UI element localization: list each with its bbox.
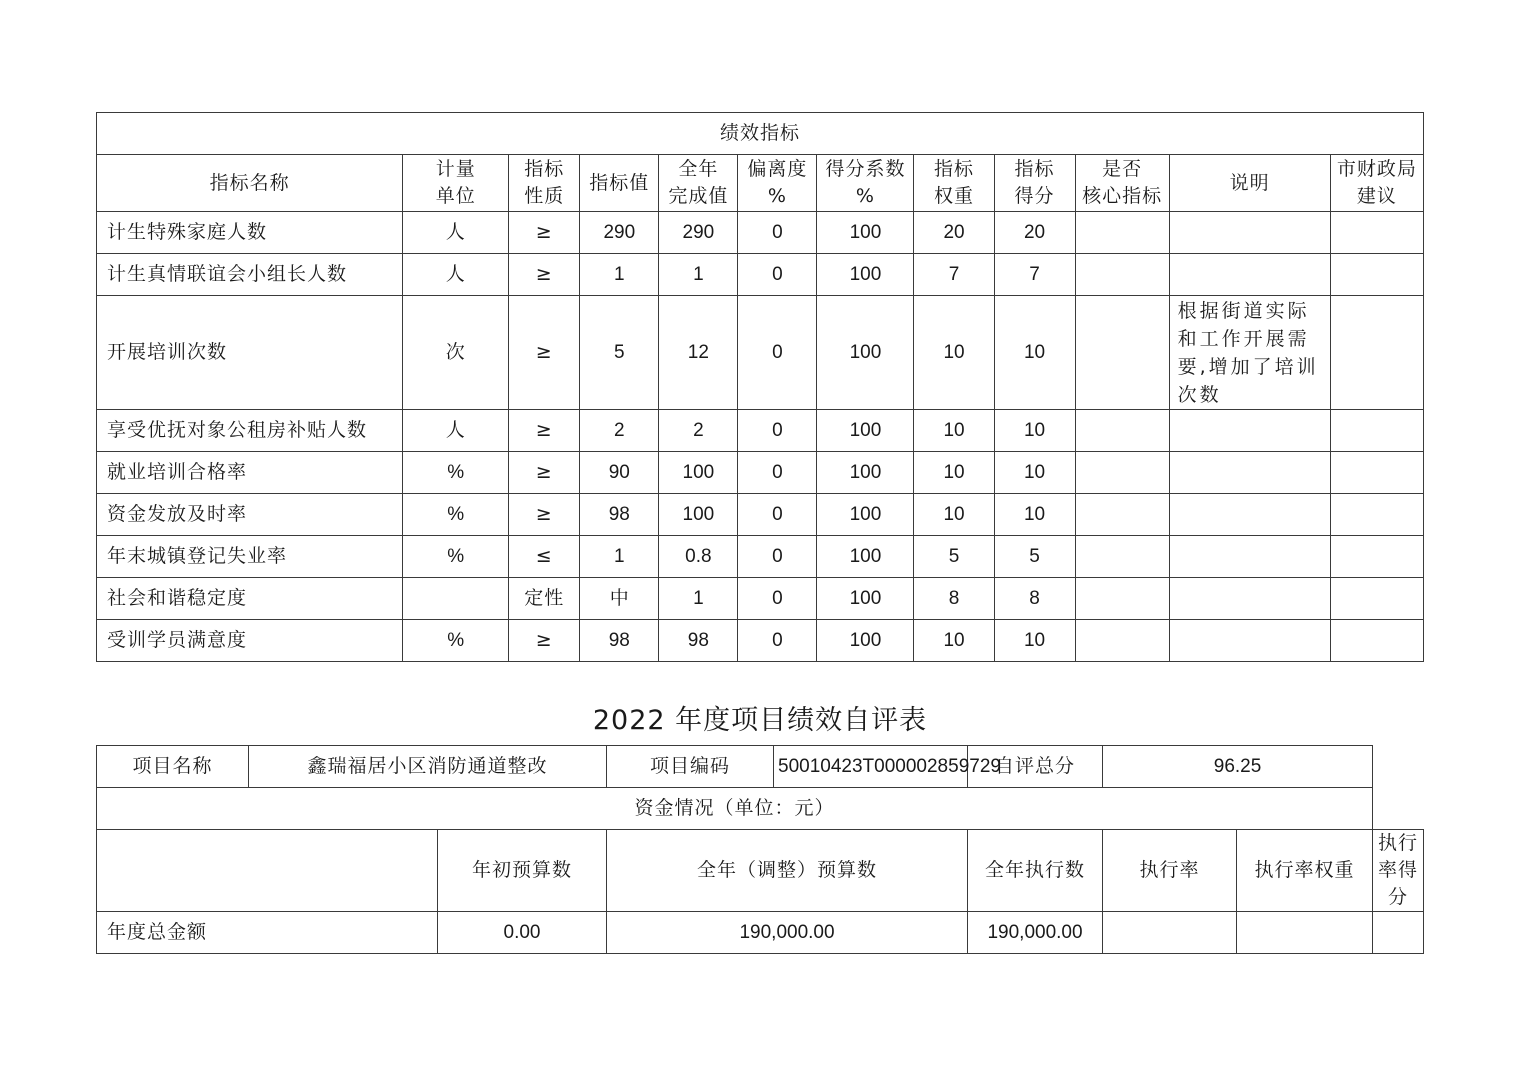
cell-advice	[1330, 536, 1423, 578]
cell-score: 7	[994, 254, 1075, 296]
fund-executed: 190,000.00	[968, 912, 1103, 954]
table-row	[97, 254, 1424, 296]
fund-section-title: 资金情况（单位：元）	[97, 788, 1373, 830]
perf-header-is-core: 是否 核心指标	[1075, 155, 1169, 212]
cell-target: 2	[580, 410, 659, 452]
cell-weight: 10	[914, 452, 994, 494]
cell-weight: 5	[914, 536, 994, 578]
cell-core	[1075, 578, 1169, 620]
fund-initial-budget: 0.00	[438, 912, 607, 954]
cell-advice	[1330, 494, 1423, 536]
cell-target: 290	[580, 212, 659, 254]
cell-actual: 0.8	[659, 536, 738, 578]
fund-exec-rate	[1103, 912, 1237, 954]
perf-header-target-value: 指标值	[580, 155, 659, 212]
cell-coef: 100	[817, 452, 914, 494]
cell-advice	[1330, 452, 1423, 494]
cell-weight: 10	[914, 296, 994, 410]
project-name-value: 鑫瑞福居小区消防通道整改	[249, 746, 607, 788]
cell-target: 中	[580, 578, 659, 620]
cell-name: 就业培训合格率	[97, 452, 403, 494]
cell-unit: 人	[403, 212, 509, 254]
cell-nature: ≥	[509, 212, 580, 254]
cell-name: 社会和谐稳定度	[97, 578, 403, 620]
cell-note: 根据街道实际和工作开展需要,增加了培训次数	[1169, 296, 1330, 410]
perf-section-title: 绩效指标	[97, 113, 1424, 155]
perf-header-annual-actual: 全年 完成值	[659, 155, 738, 212]
cell-coef: 100	[817, 296, 914, 410]
perf-header-deviation: 偏离度 %	[738, 155, 817, 212]
fund-exec-score	[1373, 912, 1424, 954]
cell-core	[1075, 452, 1169, 494]
cell-score: 10	[994, 620, 1075, 662]
project-code-value: 50010423T000002859729	[774, 746, 968, 788]
cell-deviation: 0	[738, 212, 817, 254]
cell-deviation: 0	[738, 620, 817, 662]
cell-deviation: 0	[738, 410, 817, 452]
cell-target: 98	[580, 494, 659, 536]
project-self-evaluation-table	[96, 745, 1424, 954]
cell-target: 98	[580, 620, 659, 662]
cell-unit	[403, 578, 509, 620]
perf-header-note: 说明	[1169, 155, 1330, 212]
cell-coef: 100	[817, 494, 914, 536]
table-row	[97, 494, 1424, 536]
cell-actual: 290	[659, 212, 738, 254]
table-row	[97, 536, 1424, 578]
cell-name: 年末城镇登记失业率	[97, 536, 403, 578]
total-score-value: 96.25	[1103, 746, 1373, 788]
perf-header-score-coefficient: 得分系数 %	[817, 155, 914, 212]
cell-deviation: 0	[738, 536, 817, 578]
fund-header-blank	[97, 830, 438, 912]
cell-actual: 100	[659, 494, 738, 536]
cell-note	[1169, 254, 1330, 296]
cell-score: 10	[994, 494, 1075, 536]
cell-nature: 定性	[509, 578, 580, 620]
table-row	[97, 212, 1424, 254]
cell-weight: 7	[914, 254, 994, 296]
cell-core	[1075, 212, 1169, 254]
cell-weight: 10	[914, 494, 994, 536]
fund-header-exec-score: 执行率得分	[1373, 830, 1424, 912]
cell-unit: %	[403, 452, 509, 494]
cell-score: 8	[994, 578, 1075, 620]
perf-header-finance-advice: 市财政局 建议	[1330, 155, 1423, 212]
cell-deviation: 0	[738, 494, 817, 536]
cell-coef: 100	[817, 254, 914, 296]
cell-score: 10	[994, 296, 1075, 410]
cell-name: 资金发放及时率	[97, 494, 403, 536]
cell-unit: %	[403, 620, 509, 662]
cell-unit: %	[403, 494, 509, 536]
cell-weight: 8	[914, 578, 994, 620]
cell-target: 90	[580, 452, 659, 494]
cell-name: 享受优抚对象公租房补贴人数	[97, 410, 403, 452]
cell-actual: 1	[659, 254, 738, 296]
perf-header-score: 指标 得分	[994, 155, 1075, 212]
cell-unit: 人	[403, 410, 509, 452]
perf-header-indicator-name: 指标名称	[97, 155, 403, 212]
cell-score: 10	[994, 452, 1075, 494]
cell-nature: ≥	[509, 494, 580, 536]
table-row	[97, 620, 1424, 662]
cell-actual: 100	[659, 452, 738, 494]
cell-coef: 100	[817, 410, 914, 452]
cell-note	[1169, 494, 1330, 536]
cell-name: 计生真情联谊会小组长人数	[97, 254, 403, 296]
cell-nature: ≥	[509, 296, 580, 410]
fund-header-exec-weight: 执行率权重	[1237, 830, 1373, 912]
cell-coef: 100	[817, 212, 914, 254]
cell-name: 开展培训次数	[97, 296, 403, 410]
cell-actual: 1	[659, 578, 738, 620]
cell-note	[1169, 410, 1330, 452]
cell-advice	[1330, 296, 1423, 410]
cell-name: 计生特殊家庭人数	[97, 212, 403, 254]
cell-nature: ≥	[509, 254, 580, 296]
cell-advice	[1330, 620, 1423, 662]
cell-advice	[1330, 254, 1423, 296]
cell-actual: 12	[659, 296, 738, 410]
cell-nature: ≥	[509, 410, 580, 452]
cell-note	[1169, 212, 1330, 254]
cell-core	[1075, 494, 1169, 536]
cell-unit: 次	[403, 296, 509, 410]
cell-core	[1075, 410, 1169, 452]
cell-core	[1075, 296, 1169, 410]
project-name-label: 项目名称	[97, 746, 249, 788]
cell-actual: 98	[659, 620, 738, 662]
fund-row-label: 年度总金额	[97, 912, 438, 954]
cell-core	[1075, 620, 1169, 662]
cell-note	[1169, 578, 1330, 620]
perf-header-nature: 指标 性质	[509, 155, 580, 212]
cell-core	[1075, 254, 1169, 296]
cell-deviation: 0	[738, 578, 817, 620]
project-code-label: 项目编码	[607, 746, 774, 788]
cell-actual: 2	[659, 410, 738, 452]
cell-nature: ≥	[509, 452, 580, 494]
table-row	[97, 578, 1424, 620]
performance-indicator-table	[96, 112, 1424, 662]
cell-score: 5	[994, 536, 1075, 578]
cell-note	[1169, 452, 1330, 494]
cell-weight: 20	[914, 212, 994, 254]
cell-coef: 100	[817, 536, 914, 578]
cell-coef: 100	[817, 620, 914, 662]
cell-core	[1075, 536, 1169, 578]
table-row	[97, 296, 1424, 410]
cell-nature: ≤	[509, 536, 580, 578]
cell-advice	[1330, 212, 1423, 254]
perf-header-unit: 计量 单位	[403, 155, 509, 212]
cell-unit: %	[403, 536, 509, 578]
cell-score: 20	[994, 212, 1075, 254]
cell-advice	[1330, 410, 1423, 452]
total-score-label: 自评总分	[968, 746, 1103, 788]
cell-unit: 人	[403, 254, 509, 296]
fund-header-initial-budget: 年初预算数	[438, 830, 607, 912]
cell-deviation: 0	[738, 452, 817, 494]
cell-deviation: 0	[738, 296, 817, 410]
perf-header-weight: 指标 权重	[914, 155, 994, 212]
fund-header-executed: 全年执行数	[968, 830, 1103, 912]
cell-nature: ≥	[509, 620, 580, 662]
form-title: 2022 年度项目绩效自评表	[592, 705, 928, 736]
fund-adjusted-budget: 190,000.00	[607, 912, 968, 954]
cell-deviation: 0	[738, 254, 817, 296]
table-row	[97, 452, 1424, 494]
cell-target: 1	[580, 536, 659, 578]
fund-header-exec-rate: 执行率	[1103, 830, 1237, 912]
fund-exec-weight	[1237, 912, 1373, 954]
table-row	[97, 410, 1424, 452]
cell-score: 10	[994, 410, 1075, 452]
cell-weight: 10	[914, 410, 994, 452]
cell-note	[1169, 620, 1330, 662]
cell-name: 受训学员满意度	[97, 620, 403, 662]
cell-target: 5	[580, 296, 659, 410]
fund-header-adjusted-budget: 全年（调整）预算数	[607, 830, 968, 912]
cell-note	[1169, 536, 1330, 578]
cell-advice	[1330, 578, 1423, 620]
cell-weight: 10	[914, 620, 994, 662]
cell-coef: 100	[817, 578, 914, 620]
cell-target: 1	[580, 254, 659, 296]
